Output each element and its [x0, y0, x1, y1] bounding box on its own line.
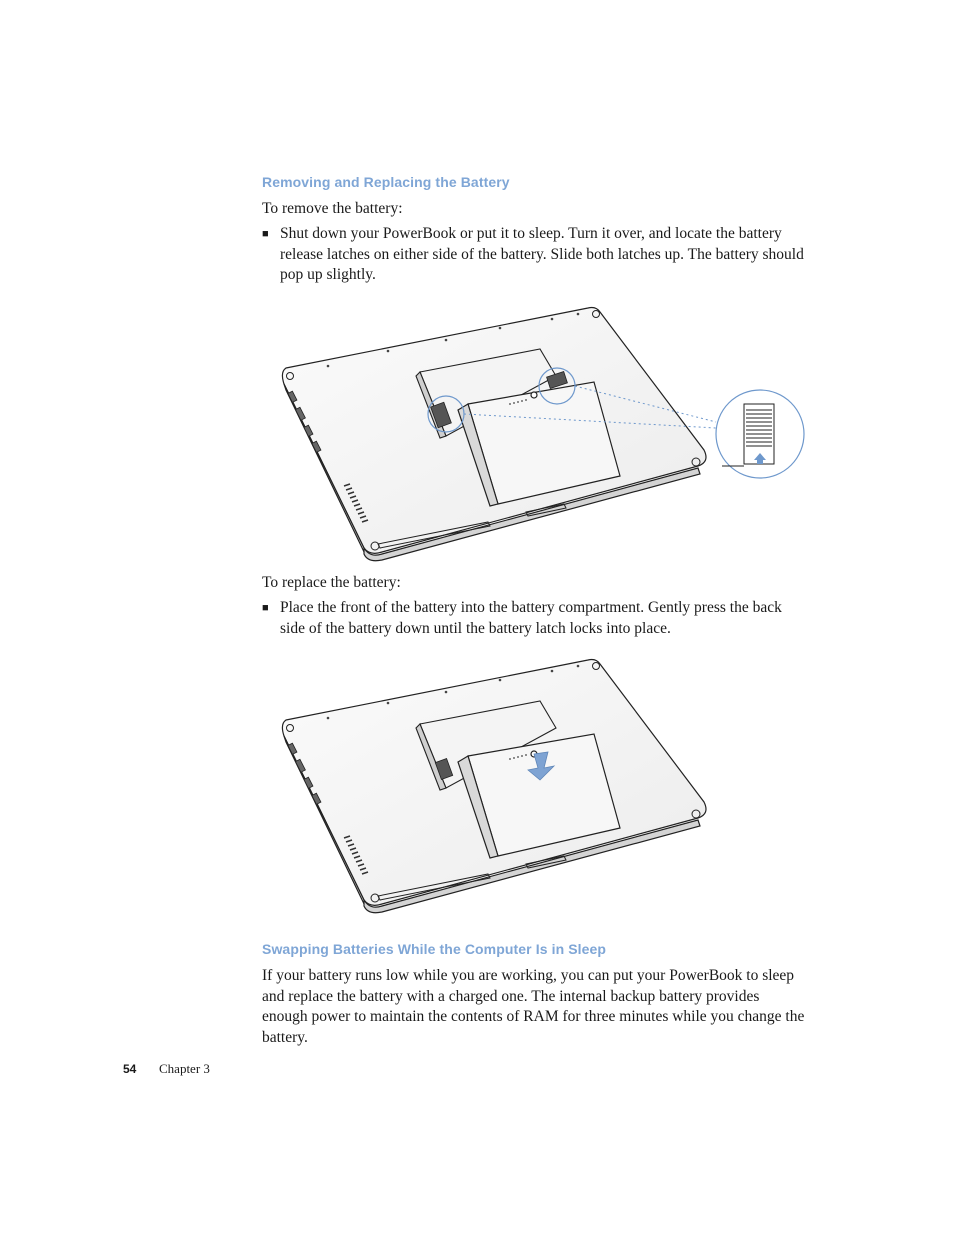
latch-detail-magnifier — [716, 390, 804, 478]
bullet-icon: ■ — [262, 602, 269, 614]
laptop-battery-replace-illustration — [278, 652, 718, 914]
section-heading-removing-battery: Removing and Replacing the Battery — [262, 174, 510, 190]
chapter-label: Chapter 3 — [159, 1061, 210, 1076]
remove-step-item — [262, 224, 807, 286]
remove-step-text: Shut down your PowerBook or put it to sleep. Turn it over, and locate the battery release latches on either side of the battery. Slide both latches up. The battery should pop up slightly. — [280, 225, 804, 283]
replace-step-text: Place the front of the battery into the battery compartment. Gently press the back side of the battery down until the battery latch locks into place. — [280, 599, 782, 637]
bullet-icon: ■ — [262, 228, 269, 240]
replace-step-item — [262, 598, 807, 639]
page-number: 54 — [123, 1062, 137, 1076]
replace-intro: To replace the battery: — [262, 574, 401, 591]
laptop-battery-remove-illustration — [278, 300, 808, 562]
remove-intro: To remove the battery: — [262, 200, 403, 217]
page-footer — [123, 1061, 210, 1077]
swapping-body: If your battery runs low while you are working, you can put your PowerBook to sleep and replace the battery with a charged one. The internal backup battery provides enough power to maintain the contents of RAM for three minutes while you change the battery. — [262, 967, 805, 1046]
section-heading-swapping-batteries: Swapping Batteries While the Computer Is in Sleep — [262, 941, 607, 957]
